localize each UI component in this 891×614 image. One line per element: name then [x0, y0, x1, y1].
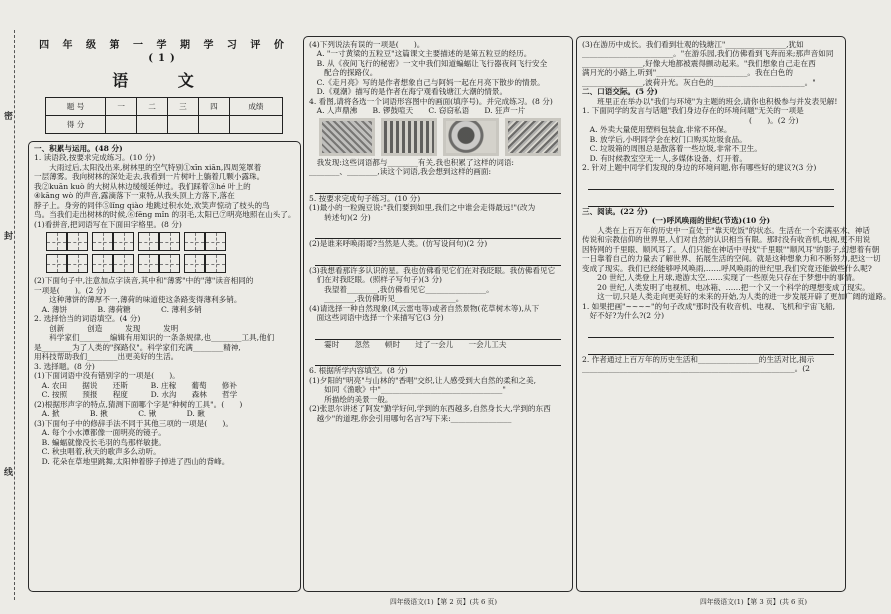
- text-line: (2)是谁来呼唤雨哥?当然是人类。(仿写设问句)(2 分): [309, 239, 488, 249]
- text-line: ________________,波荷升光。灰白色的________________________。": [582, 77, 816, 87]
- text-line: 3. 选择题。(8 分): [34, 361, 95, 371]
- answer-line[interactable]: [315, 325, 561, 340]
- text-line: D. 有时候教室空无一人,多媒体设备、灯开着。: [582, 153, 747, 163]
- tianzige-pair: [92, 254, 134, 273]
- text-line: C. 秋虫唱着,秋天的歌声多么动听。: [34, 447, 161, 457]
- binding-mark-2: 封: [4, 232, 14, 242]
- score-header-cell: 四: [198, 98, 229, 116]
- text-line: B. 蝙蝠就像没长毛羽的鸟那样敏捷。: [34, 437, 166, 447]
- text-line: C. 按照 预报 程度 D. 水沟 森林 哲学: [34, 390, 238, 400]
- text-line: A. 人声鼎沸 B. 锣鼓喧天 C. 窃窃私语 D. 狂声一片: [309, 106, 526, 116]
- text-line: 一日靠着自己的力量去了解世界、拓展生活的空间。就是这种想象力和不断努力,把这一切: [582, 254, 881, 264]
- text-line: 用科技帮助我们________出更美好的生活。: [34, 352, 179, 362]
- tianzige-box[interactable]: [138, 232, 159, 251]
- binding-mark-3: 线: [4, 468, 14, 478]
- text-line: ________________,好像大地都被震得颤动起来。"我们想象自己走在西: [582, 58, 816, 68]
- answer-line[interactable]: [315, 251, 561, 266]
- text-line: A. "一寸黄梁的五粒豆"这篇课文主要描述的是第五粒豆的经历。: [309, 49, 532, 59]
- text-line: 我②kuān kuò 的大树从林边缓缓延伸过。我们踩着③hé 叶上的: [34, 181, 251, 191]
- tianzige-pair: [138, 254, 180, 273]
- text-line: 是________为了人类的"探路仪"。科学家们充满________精神,: [34, 342, 241, 352]
- binding-mark-1: 密: [4, 112, 14, 122]
- text-line: 鸟。当我们走出树林的时候,⑥fēng mǐn 的羽毛,太阳已⑦明亮地照在山头了。: [34, 210, 296, 220]
- score-header-cell: 题 号: [46, 98, 106, 116]
- score-header-cell: 一: [106, 98, 137, 116]
- text-line: (3)在游历中成长。我们看到壮观的钱塘江"________________,犹如: [582, 40, 804, 49]
- text-line: (4)下列说法有误的一项是( )。: [309, 40, 425, 49]
- score-cell[interactable]: [137, 116, 168, 134]
- text-line: 1. 下面同学的发言与话题"我们身边存在的环境问题"无关的一项是: [582, 106, 804, 116]
- tianzige-pair: [46, 232, 88, 251]
- text-line: A. 薄饼 B. 薄荷糖 C. 薄利多销: [34, 304, 202, 314]
- exam-title: 四 年 级 第 一 学 期 学 习 评 价 (1): [39, 40, 289, 64]
- tianzige-pair: [184, 254, 226, 273]
- text-line: 霎时 忽然 顿时 过了一会儿 一会儿工夫: [309, 339, 507, 349]
- text-line: A. 掀 B. 揪 C. 锹 D. 瞅: [34, 409, 205, 419]
- scene-illustration: [443, 118, 499, 156]
- text-line: 所描绘的美景一般。: [309, 394, 393, 404]
- text-line: C.《走月亮》写的是作者想象自己与阿妈一起在月亮下散步的情景。: [309, 77, 545, 87]
- tianzige-pair: [46, 254, 88, 273]
- text-line: 如同《渔歌》中"________________________________": [309, 385, 506, 395]
- text-line: 配合的探路仪。: [309, 68, 378, 78]
- text-line: ④kāng wò 的声音,露滴落下一束特,从我头顶上方落下,落在: [34, 191, 235, 201]
- text-line: ( )。(2 分): [582, 115, 799, 125]
- text-line: 这一切,只是人类走向更美好的未来的开始,为人类的进一步发展开辟了更加广阔的道路。: [582, 292, 891, 302]
- scene-illustration: [319, 118, 375, 156]
- text-line: 大雨过后,太阳没出来,树林里的空气特别①xīn xiān,四周笼罩着: [34, 162, 262, 172]
- text-line: B. 放学后,小明同学会在校门口购买垃圾食品。: [582, 134, 747, 144]
- answer-line[interactable]: [315, 224, 561, 239]
- tianzige-box[interactable]: [113, 254, 134, 273]
- text-line: 1. 如果把画"~~~~"的句子改成"那时没有收音机、电视、飞机和宇宙飞船,: [582, 301, 836, 311]
- score-header-cell: 三: [168, 98, 199, 116]
- text-line: 人类在上百万年的历史中一直处于"靠天吃饭"的状态。生活在一个充满巫术、神话: [582, 225, 870, 235]
- text-line: 6. 根据所学内容填空。(8 分): [309, 366, 408, 376]
- text-line: 创新 创造 发现 发明: [34, 323, 179, 333]
- tianzige-box[interactable]: [67, 254, 88, 273]
- text-line: 我发现:这些词语都与________有关,我也积累了这样的词语:: [309, 157, 514, 167]
- score-cell[interactable]: [168, 116, 199, 134]
- text-line: 好不好?为什么?(2 分): [582, 311, 665, 321]
- text-line: A. 外卖大量使用塑料包装盒,非常不环保。: [582, 125, 732, 135]
- page-footer-right: 四年级语文(1)【第 3 页】(共 6 页): [700, 598, 807, 606]
- text-line: (2)下面句子中,注意加点字读音,其中和"薄雾"中的"薄"读音相同的: [34, 276, 254, 286]
- text-line: (3)我想看那许多认识的星。我也仿佛看见它们在对我眨眼。我仿佛看见它: [309, 265, 556, 275]
- text-line: 满月光的小路上,听到"________________________。我在白色的: [582, 68, 793, 78]
- tianzige-box[interactable]: [46, 254, 67, 273]
- text-line: 传说和宗教信仰的世界里,人们对自然的认识相当有限。那时没有收音机,电视,更不用说: [582, 235, 871, 245]
- text-line: 因特网的千里眼、顺风耳了。人们只能在神话中寻找"千里眼""顺风耳"的影子,幻想着有朝: [582, 244, 880, 254]
- tianzige-box[interactable]: [159, 254, 180, 273]
- tianzige-box[interactable]: [205, 232, 226, 251]
- tianzige-pair: [92, 232, 134, 251]
- text-line: ________________________________________________________。(2: [582, 364, 811, 374]
- text-line: (3)下面句子中的修辞手法不同于其他三项的一项是( )。: [34, 418, 233, 428]
- column-3: [582, 40, 891, 596]
- text-line: 20 世纪,人类登上月球,遨游太空,……实现了一些原先只存在于梦想中的事情。: [582, 273, 860, 283]
- tianzige-box[interactable]: [205, 254, 226, 273]
- text-line: ________________________。"在游乐园,我们仿佛看到飞奔而来;那声音如同: [582, 49, 834, 59]
- text-line: 1. 读语段,按要求完成练习。(10 分): [34, 153, 156, 163]
- answer-line[interactable]: [588, 340, 834, 355]
- column-1: [34, 144, 296, 590]
- text-line: 2. 针对上题中同学们发现的身边的环境问题,你有哪些好的建议?(3 分): [582, 163, 817, 173]
- tianzige-pair: [138, 232, 180, 251]
- tianzige-row: [46, 254, 296, 273]
- text-line: 2. 作者通过上百万年的历史生活和________________的生活对比,揭示: [582, 354, 815, 364]
- text-line: 5. 按要求完成句子练习。(10 分): [309, 193, 421, 203]
- tianzige-box[interactable]: [159, 232, 180, 251]
- text-line: 转述句)(2 分): [309, 212, 371, 222]
- text-line: (2)张思尔讲述了阿发"勤学好问,学到的东西越多,自然身长大,学到的东西: [309, 404, 551, 414]
- score-table: [45, 97, 283, 134]
- tianzige-row: [46, 232, 296, 251]
- text-line: B. 从《夜间飞行的秘密》一文中我们知道蝙蝠让飞行器夜间飞行安全: [309, 58, 548, 68]
- text-line: 我望着________,我仿佛看见它________________。: [309, 284, 494, 294]
- tianzige-pair: [184, 232, 226, 251]
- text-line: 面这些词语中选择一个来描写它(3 分): [309, 313, 444, 323]
- score-table-score-row: [46, 116, 283, 134]
- text-line: 2. 选择恰当的词语填空。(4 分): [34, 314, 141, 324]
- text-line: 4. 看图,请将各选一个词语形容图中的画面(填序号)。并完成练习。(8 分): [309, 96, 553, 106]
- text-line: A. 每个小水潭都像一面明亮的镜子。: [34, 428, 166, 438]
- exam-header: [30, 38, 298, 134]
- text-line: 班里正在举办以"我们与环境"为主题的班会,请你也积极参与并发表见解!: [582, 96, 838, 106]
- score-header-cell: 成绩: [229, 98, 282, 116]
- tianzige-box[interactable]: [92, 232, 113, 251]
- score-header-cell: 二: [137, 98, 168, 116]
- score-cell[interactable]: [229, 116, 282, 134]
- section-heading: 三、阅读。(22 分): [582, 206, 648, 216]
- score-table-header-row: [46, 98, 283, 116]
- text-line: (一)呼风唤雨的世纪(节选)(10 分): [651, 216, 771, 226]
- page-footer-left: 四年级语文(1)【第 2 页】(共 6 页): [390, 598, 497, 606]
- tianzige-box[interactable]: [184, 254, 205, 273]
- column-2: [309, 40, 567, 596]
- tianzige-box[interactable]: [113, 232, 134, 251]
- score-cell[interactable]: [198, 116, 229, 134]
- tianzige-box[interactable]: [92, 254, 113, 273]
- text-line: 越少"的道理,你会引用哪句名言?写下来:________________: [309, 413, 512, 423]
- text-line: (1)看拼音,把词语写在下面田字格里。(8 分): [34, 219, 182, 229]
- section-heading: 一、积累与运用。(48 分): [34, 144, 123, 153]
- text-line: C. 垃圾箱的周围总是散落着一些垃圾,非常不卫生。: [582, 144, 762, 154]
- text-line: 们在对我眨眼。(照样子写句子)(3 分): [309, 275, 443, 285]
- scene-illustration: [381, 118, 437, 156]
- score-row-label: 得 分: [46, 116, 106, 134]
- answer-line[interactable]: [315, 179, 561, 194]
- scene-illustration: [505, 118, 561, 156]
- tianzige-box[interactable]: [46, 232, 67, 251]
- answer-line[interactable]: [588, 323, 834, 338]
- text-line: (2)根据形声字的特点,猜测下面哪个字是"种树的工具"。( ): [34, 399, 243, 409]
- text-line: (1)夕阳的"明亮"与山林的"香唱"交织,让人感受到大自然的柔和之美,: [309, 375, 536, 385]
- text-line: (1)下面词语中没有错别字的一项是( )。: [34, 371, 180, 381]
- text-line: ________,我仿佛听见________________。: [309, 294, 464, 304]
- subject-title: 语 文: [112, 71, 216, 90]
- text-line: (1)最小的一粒豌豆说:"我们要到如里,我们之中谁会走得最远!"(改为: [309, 203, 536, 213]
- text-line: D. 花朵在草地里跳舞,太阳伸着脖子掉进了西山的背峰。: [34, 456, 230, 466]
- text-line: ________、________,读这个词语,我会想到这样的画面:: [309, 167, 492, 177]
- text-line: 脖子上。身旁的同伴⑤lǐng qiào 地跳过积水处,欢笑声惊动了枝头的鸟: [34, 200, 270, 210]
- text-line: A. 农田 据说 还斯 B. 庄稼 葡萄 修补: [34, 380, 237, 390]
- text-line: (4)请选择一种自然现象(风云雷电等)或者自然景物(花草树木等),从下: [309, 303, 540, 313]
- answer-line[interactable]: [315, 351, 561, 366]
- text-line: D.《观潮》描写的是作者在海宁观看钱塘江大潮的情景。: [309, 87, 508, 97]
- text-line: 变成了现实。我们已经能够呼风唤雨,……呼风唤雨的世纪里,我们究竟还能做些什么呢?: [582, 263, 872, 273]
- section-heading: 二、口语交际。(5 分): [582, 87, 658, 97]
- text-line: 一层薄雾。我向树林的深处走去,我看到一片树叶上躺着几颗小露珠。: [34, 172, 265, 182]
- binding-line: [14, 30, 15, 600]
- tianzige-box[interactable]: [138, 254, 159, 273]
- answer-line[interactable]: [588, 175, 834, 190]
- text-line: 20 世纪,人类发明了电视机、电冰箱、……把一个又一个科学的理想变成了现实。: [582, 282, 870, 292]
- text-line: 科学家们________编辑有用知识的一条条规律,也________工具,他们: [34, 333, 275, 343]
- answer-line[interactable]: [588, 192, 834, 207]
- picture-row: [319, 118, 567, 156]
- tianzige-box[interactable]: [184, 232, 205, 251]
- score-cell[interactable]: [106, 116, 137, 134]
- tianzige-box[interactable]: [67, 232, 88, 251]
- text-line: 这种薄饼的薄厚不一,薄荷的味道使这条路变得薄利多销。: [34, 295, 242, 305]
- text-line: 一项是( )。(2 分): [34, 285, 107, 295]
